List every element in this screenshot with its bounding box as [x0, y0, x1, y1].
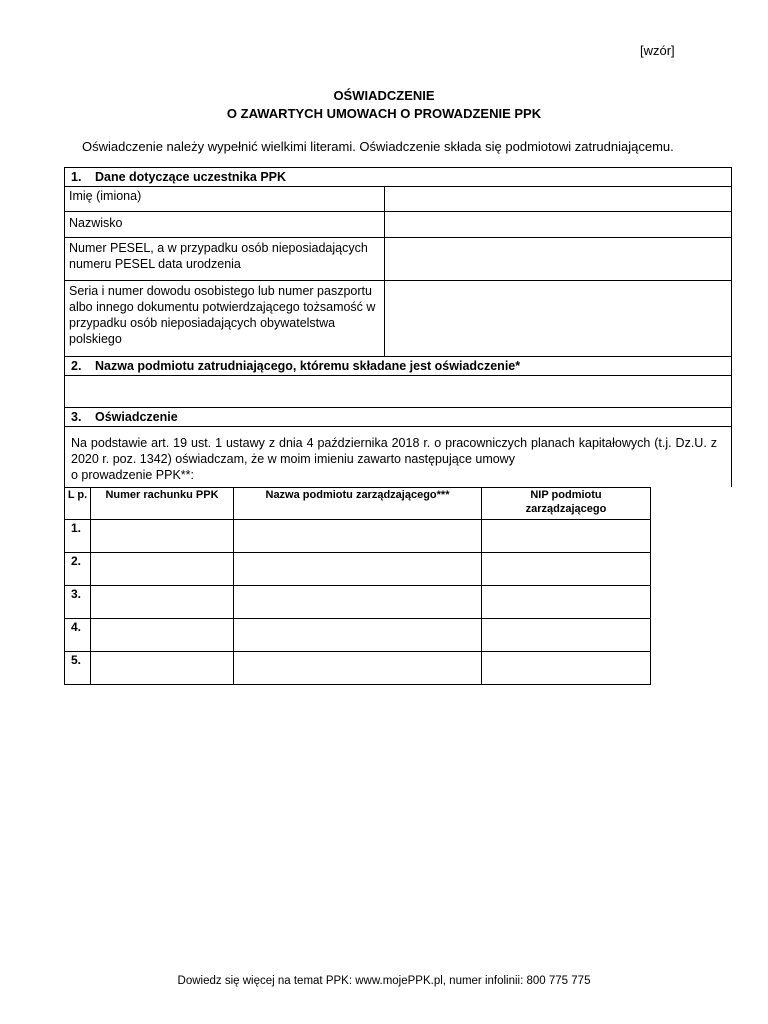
field-row-id-document — [64, 281, 732, 357]
account-number-cell[interactable] — [91, 520, 234, 553]
table-row — [65, 553, 651, 586]
declaration-text: Na podstawie art. 19 ust. 1 ustawy z dnia 4 października 2018 r. o pracowniczych planach kapitałowych (t.j. Dz.U. z 2020 r. poz. 1342) oświadczam, że w moim imieniu zawarto następujące umowy — [71, 436, 717, 466]
id-document-field[interactable] — [385, 281, 731, 356]
last-name-label: Nazwisko — [65, 212, 385, 237]
pesel-label: Numer PESEL, a w przypadku osób nieposiadających numeru PESEL data urodzenia — [65, 238, 385, 280]
manager-name-cell[interactable] — [234, 652, 482, 685]
column-header-lp: L p. — [65, 488, 91, 520]
footer-info: Dowiedz się więcej na temat PPK: www.mojePPK.pl, numer infolinii: 800 775 775 — [177, 975, 591, 987]
template-label: [wzór] — [640, 43, 675, 58]
document-subtitle: O ZAWARTYCH UMOWACH O PROWADZENIE PPK — [226, 106, 542, 121]
manager-nip-cell[interactable] — [482, 520, 651, 553]
row-number: 2. — [65, 553, 91, 586]
manager-nip-cell[interactable] — [482, 619, 651, 652]
participant-form — [64, 167, 732, 487]
row-number: 5. — [65, 652, 91, 685]
manager-name-cell[interactable] — [234, 520, 482, 553]
manager-name-cell[interactable] — [234, 553, 482, 586]
account-number-cell[interactable] — [91, 586, 234, 619]
last-name-field[interactable] — [385, 212, 731, 237]
instruction-text: Oświadczenie należy wypełnić wielkimi literami. Oświadczenie składa się podmiotowi zatrudniającemu. — [82, 139, 674, 154]
section-2-header — [64, 357, 732, 376]
table-row — [65, 652, 651, 685]
first-name-field[interactable] — [385, 187, 731, 211]
field-row-first-name — [64, 187, 732, 212]
ppk-contracts-table — [64, 487, 651, 685]
row-number: 3. — [65, 586, 91, 619]
row-number: 1. — [65, 520, 91, 553]
id-document-label: Seria i numer dowodu osobistego lub numer paszportu albo innego dokumentu potwierdzającego tożsamość w przypadku osób nieposiadających obywatelstwa polskiego — [65, 281, 385, 356]
table-row — [65, 586, 651, 619]
column-header-account: Numer rachunku PPK — [91, 488, 234, 520]
section-2-title: Nazwa podmiotu zatrudniającego, któremu składane jest oświadczenie* — [95, 359, 521, 373]
manager-nip-cell[interactable] — [482, 553, 651, 586]
section-1-header — [64, 168, 732, 187]
employer-name-field[interactable] — [64, 376, 732, 408]
table-row — [65, 520, 651, 553]
account-number-cell[interactable] — [91, 619, 234, 652]
section-3-number: 3. — [71, 410, 82, 424]
section-2-number: 2. — [71, 359, 82, 373]
manager-nip-cell[interactable] — [482, 586, 651, 619]
row-number: 4. — [65, 619, 91, 652]
column-header-manager-nip: NIP podmiotu zarządzającego — [482, 488, 651, 520]
table-row — [65, 619, 651, 652]
document-title: OŚWIADCZENIE — [333, 88, 435, 103]
table-header-row — [65, 488, 651, 520]
section-1-title: Dane dotyczące uczestnika PPK — [95, 170, 287, 184]
account-number-cell[interactable] — [91, 553, 234, 586]
section-3-header — [64, 408, 732, 427]
declaration-text-end: o prowadzenie PPK**: — [71, 468, 194, 482]
manager-name-cell[interactable] — [234, 586, 482, 619]
column-header-manager-name: Nazwa podmiotu zarządzającego*** — [234, 488, 482, 520]
pesel-field[interactable] — [385, 238, 731, 280]
field-row-pesel — [64, 238, 732, 281]
manager-nip-cell[interactable] — [482, 652, 651, 685]
section-1-number: 1. — [71, 170, 82, 184]
field-row-last-name — [64, 212, 732, 238]
first-name-label: Imię (imiona) — [65, 187, 385, 211]
declaration-text-block — [64, 427, 732, 487]
account-number-cell[interactable] — [91, 652, 234, 685]
manager-name-cell[interactable] — [234, 619, 482, 652]
section-3-title: Oświadczenie — [95, 410, 178, 424]
